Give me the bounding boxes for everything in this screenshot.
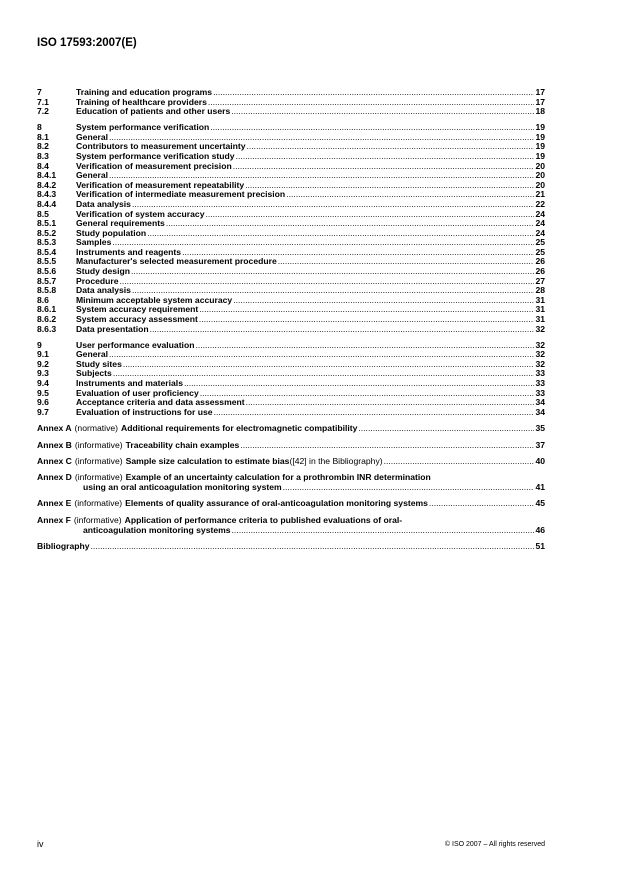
toc-entry-number: 9.1 — [37, 349, 49, 360]
toc-dot-leader — [246, 398, 535, 408]
toc-entry-page: 21 — [535, 189, 545, 200]
toc-entry-page: 19 — [535, 131, 545, 142]
toc-annex-line — [37, 456, 545, 466]
toc-annex-entry[interactable] — [37, 456, 545, 466]
toc-annex-page: 46 — [535, 524, 545, 535]
toc-annex-line — [37, 472, 545, 482]
toc-dot-leader — [91, 541, 535, 551]
toc-entry-number: 7.1 — [37, 96, 49, 107]
toc-entry-page: 25 — [535, 246, 545, 257]
toc-dot-leader — [131, 267, 534, 277]
toc-entry-title: Study sites — [76, 358, 122, 369]
toc-entry-page: 33 — [535, 378, 545, 388]
toc-annex-id: Bibliography — [37, 541, 90, 551]
toc-entry-title: Verification of intermediate measurement precision — [76, 189, 286, 200]
toc-annex-type: (informative) — [74, 471, 123, 482]
toc-entry-number: 8.4.1 — [37, 170, 57, 181]
toc-entry-number: 7 — [37, 87, 42, 97]
toc-entry-title: Data presentation — [76, 323, 149, 334]
toc-annex-line — [37, 541, 545, 551]
toc-dot-leader — [200, 389, 535, 399]
toc-entry-title: Training and education programs — [76, 87, 213, 97]
toc-entry-number: 9.7 — [37, 406, 49, 417]
toc-dot-leader — [123, 360, 535, 370]
toc-entry[interactable] — [37, 325, 545, 335]
toc-entry[interactable] — [37, 162, 545, 172]
toc-entry-title: Manufacturer's selected measurement procedure — [76, 256, 277, 267]
toc-entry-title: General — [76, 349, 109, 360]
toc-entry-number: 9 — [37, 339, 42, 350]
toc-dot-leader — [150, 325, 535, 335]
toc-annex-line-continued — [37, 482, 545, 492]
toc-dot-leader — [206, 210, 535, 220]
toc-entry-title: Minimum acceptable system accuracy — [76, 294, 233, 305]
toc-annex-id: Annex B — [37, 439, 72, 450]
toc-annex-id: Annex E — [37, 498, 72, 509]
document-header-title: ISO 17593:2007(E) — [37, 37, 137, 49]
toc-entry-number: 8.5.2 — [37, 227, 57, 238]
toc-entry-number: 9.3 — [37, 368, 49, 379]
toc-entry-number: 9.5 — [37, 387, 49, 398]
toc-entry-number: 8.4 — [37, 160, 49, 171]
toc-annex-title-continued: anticoagulation monitoring systems — [83, 524, 231, 535]
toc-entry-page: 26 — [535, 266, 545, 277]
toc-entry-page: 27 — [535, 275, 545, 286]
toc-entry-title: Subjects — [76, 368, 112, 379]
toc-entry-page: 17 — [535, 96, 545, 107]
toc-entry-title: Verification of system accuracy — [76, 208, 205, 219]
toc-entry-title: Data analysis — [76, 198, 131, 209]
toc-entry-number: 8.4.4 — [37, 198, 57, 209]
toc-annex-line — [37, 515, 545, 525]
toc-annex-page: 45 — [535, 498, 545, 509]
toc-entry-number: 8.5.8 — [37, 285, 57, 296]
toc-dot-leader — [278, 257, 535, 267]
toc-entry-title: General — [76, 131, 109, 142]
toc-entry-number: 8.6.3 — [37, 323, 57, 334]
toc-dot-leader — [286, 190, 534, 200]
toc-entry-title: Procedure — [76, 275, 119, 286]
toc-entry[interactable] — [37, 123, 545, 133]
toc-annex-id: Annex A — [37, 423, 72, 434]
toc-entry-number: 8.3 — [37, 150, 49, 161]
toc-entry-number: 8.5.4 — [37, 246, 57, 257]
toc-entry-page: 31 — [535, 304, 545, 315]
toc-entry-number: 8.5.3 — [37, 237, 57, 248]
toc-dot-leader — [147, 229, 534, 239]
toc-annex-line-continued — [37, 525, 545, 535]
toc-entry-number: 9.6 — [37, 397, 49, 408]
toc-entry-page: 33 — [535, 387, 545, 398]
toc-entry-number: 8.4.3 — [37, 189, 57, 200]
toc-annex-page: 37 — [535, 439, 545, 450]
toc-entry-title: Samples — [76, 237, 112, 248]
toc-entry-page: 20 — [535, 170, 545, 181]
toc-annex-type: (normative) — [74, 423, 119, 434]
toc-annex-type: (informative) — [74, 439, 123, 450]
toc-entry-title: General requirements — [76, 218, 165, 229]
toc-entry-page: 26 — [535, 256, 545, 267]
toc-dot-leader — [210, 123, 534, 133]
toc-entry-number: 8.6.2 — [37, 314, 57, 325]
toc-entry-number: 8 — [37, 122, 42, 133]
toc-entry[interactable] — [37, 341, 545, 351]
toc-annex-list — [37, 423, 545, 551]
toc-annex-title: Elements of quality assurance of oral-anticoagulation monitoring systems — [125, 498, 428, 509]
toc-annex-page: 41 — [535, 482, 545, 493]
toc-annex-title: Traceability chain examples — [125, 439, 240, 450]
toc-dot-leader — [109, 350, 534, 360]
toc-section-list — [37, 88, 545, 417]
toc-entry-page: 20 — [535, 160, 545, 171]
toc-dot-leader — [199, 315, 535, 325]
toc-annex-entry[interactable] — [37, 541, 545, 551]
toc-dot-leader — [231, 107, 534, 117]
toc-annex-title-continued: using an oral anticoagulation monitoring system — [83, 482, 282, 493]
toc-entry-title: Contributors to measurement uncertainty — [76, 141, 246, 152]
toc-entry-title: User performance evaluation — [76, 339, 195, 350]
toc-annex-title: Application of performance criteria to published evaluations of oral- — [124, 514, 403, 525]
toc-entry-title: System accuracy assessment — [76, 314, 198, 325]
toc-dot-leader — [232, 525, 535, 535]
toc-entry-page: 19 — [535, 122, 545, 133]
toc-entry-page: 19 — [535, 150, 545, 161]
toc-dot-leader — [240, 440, 534, 450]
toc-entry-page: 24 — [535, 227, 545, 238]
toc-entry-number: 8.5.1 — [37, 218, 57, 229]
toc-entry-title: Evaluation of instructions for use — [76, 406, 213, 417]
toc-annex-title: Sample size calculation to estimate bias — [125, 455, 290, 466]
toc-annex-note: ([42] in the Bibliography) — [289, 455, 383, 466]
toc-entry-title: Evaluation of user proficiency — [76, 387, 199, 398]
toc-annex-id: Annex F — [37, 514, 71, 525]
toc-entry-page: 28 — [535, 285, 545, 296]
toc-entry-number: 8.5 — [37, 208, 49, 219]
toc-entry-number: 8.1 — [37, 131, 49, 142]
toc-annex-title: Additional requirements for electromagnetic compatibility — [121, 423, 358, 434]
toc-entry-page: 18 — [535, 106, 545, 117]
toc-entry-number: 9.4 — [37, 378, 49, 388]
copyright-notice: © ISO 2007 – All rights reserved — [444, 841, 545, 848]
toc-dot-leader — [195, 341, 534, 351]
toc-entry-number: 8.6.1 — [37, 304, 57, 315]
toc-dot-leader — [236, 152, 535, 162]
toc-entry-number: 8.5.5 — [37, 256, 57, 267]
toc-dot-leader — [199, 305, 534, 315]
toc-entry-page: 22 — [535, 198, 545, 209]
toc-entry-page: 32 — [535, 349, 545, 360]
toc-dot-leader — [214, 408, 535, 418]
toc-entry-number: 7.2 — [37, 106, 49, 117]
toc-entry-title: Data analysis — [76, 285, 131, 296]
toc-dot-leader — [245, 181, 534, 191]
toc-entry-title: System performance verification study — [76, 150, 235, 161]
toc-entry[interactable] — [37, 107, 545, 117]
toc-entry[interactable] — [37, 408, 545, 418]
toc-entry-title: General — [76, 170, 109, 181]
toc-annex-type: (informative) — [73, 514, 122, 525]
toc-entry-number: 8.5.6 — [37, 266, 57, 277]
toc-entry-title: Study population — [76, 227, 147, 238]
toc-entry-page: 33 — [535, 368, 545, 379]
toc-entry-page: 31 — [535, 294, 545, 305]
toc-annex-line — [37, 423, 545, 433]
toc-annex-entry[interactable] — [37, 498, 545, 508]
table-of-contents — [37, 88, 545, 551]
toc-entry-number: 9.2 — [37, 358, 49, 369]
toc-dot-leader — [233, 162, 535, 172]
toc-annex-entry[interactable] — [37, 515, 545, 535]
toc-entry-page: 34 — [535, 397, 545, 408]
toc-entry[interactable] — [37, 360, 545, 370]
toc-entry-page: 19 — [535, 141, 545, 152]
toc-entry-title: Instruments and reagents — [76, 246, 182, 257]
page-number: iv — [37, 839, 44, 849]
toc-annex-id: Annex C — [37, 455, 72, 466]
toc-entry[interactable] — [37, 229, 545, 239]
toc-dot-leader — [429, 498, 535, 508]
toc-entry-title: Verification of measurement repeatability — [76, 179, 245, 190]
toc-entry-title: Acceptance criteria and data assessment — [76, 397, 245, 408]
toc-entry-number: 8.5.7 — [37, 275, 57, 286]
toc-dot-leader — [247, 142, 535, 152]
toc-entry-page: 31 — [535, 314, 545, 325]
toc-dot-leader — [184, 379, 534, 389]
toc-entry-page: 25 — [535, 237, 545, 248]
toc-annex-page: 40 — [535, 455, 545, 466]
toc-entry-page: 24 — [535, 218, 545, 229]
toc-annex-entry[interactable] — [37, 440, 545, 450]
toc-dot-leader — [213, 88, 534, 98]
toc-dot-leader — [283, 482, 535, 492]
toc-annex-entry[interactable] — [37, 423, 545, 433]
toc-entry-page: 32 — [535, 339, 545, 350]
toc-annex-type: (informative) — [74, 455, 123, 466]
toc-entry-title: Education of patients and other users — [76, 106, 231, 117]
toc-dot-leader — [358, 423, 534, 433]
toc-entry-title: Training of healthcare providers — [76, 96, 207, 107]
toc-dot-leader — [120, 277, 535, 287]
toc-annex-title: Example of an uncertainty calculation for a prothrombin INR determination — [125, 471, 431, 482]
toc-entry-title: System performance verification — [76, 122, 210, 133]
toc-entry-page: 17 — [535, 87, 545, 97]
toc-entry-page: 32 — [535, 323, 545, 334]
toc-entry-page: 24 — [535, 208, 545, 219]
toc-annex-line — [37, 440, 545, 450]
toc-entry-page: 32 — [535, 358, 545, 369]
toc-entry-title: System accuracy requirement — [76, 304, 199, 315]
toc-annex-page: 35 — [535, 423, 545, 434]
toc-entry-number: 8.4.2 — [37, 179, 57, 190]
toc-annex-type: (informative) — [74, 498, 123, 509]
toc-dot-leader — [166, 219, 535, 229]
toc-entry-title: Verification of measurement precision — [76, 160, 232, 171]
toc-entry-title: Instruments and materials — [76, 378, 183, 388]
toc-entry-page: 34 — [535, 406, 545, 417]
toc-annex-page: 51 — [535, 541, 545, 551]
toc-dot-leader — [233, 296, 534, 306]
toc-entry-title: Study design — [76, 266, 130, 277]
toc-entry-page: 20 — [535, 179, 545, 190]
toc-entry-number: 8.6 — [37, 294, 49, 305]
toc-annex-id: Annex D — [37, 471, 72, 482]
toc-annex-entry[interactable] — [37, 472, 545, 492]
toc-annex-line — [37, 498, 545, 508]
toc-entry-number: 8.2 — [37, 141, 49, 152]
toc-dot-leader — [208, 98, 535, 108]
toc-dot-leader — [384, 456, 535, 466]
